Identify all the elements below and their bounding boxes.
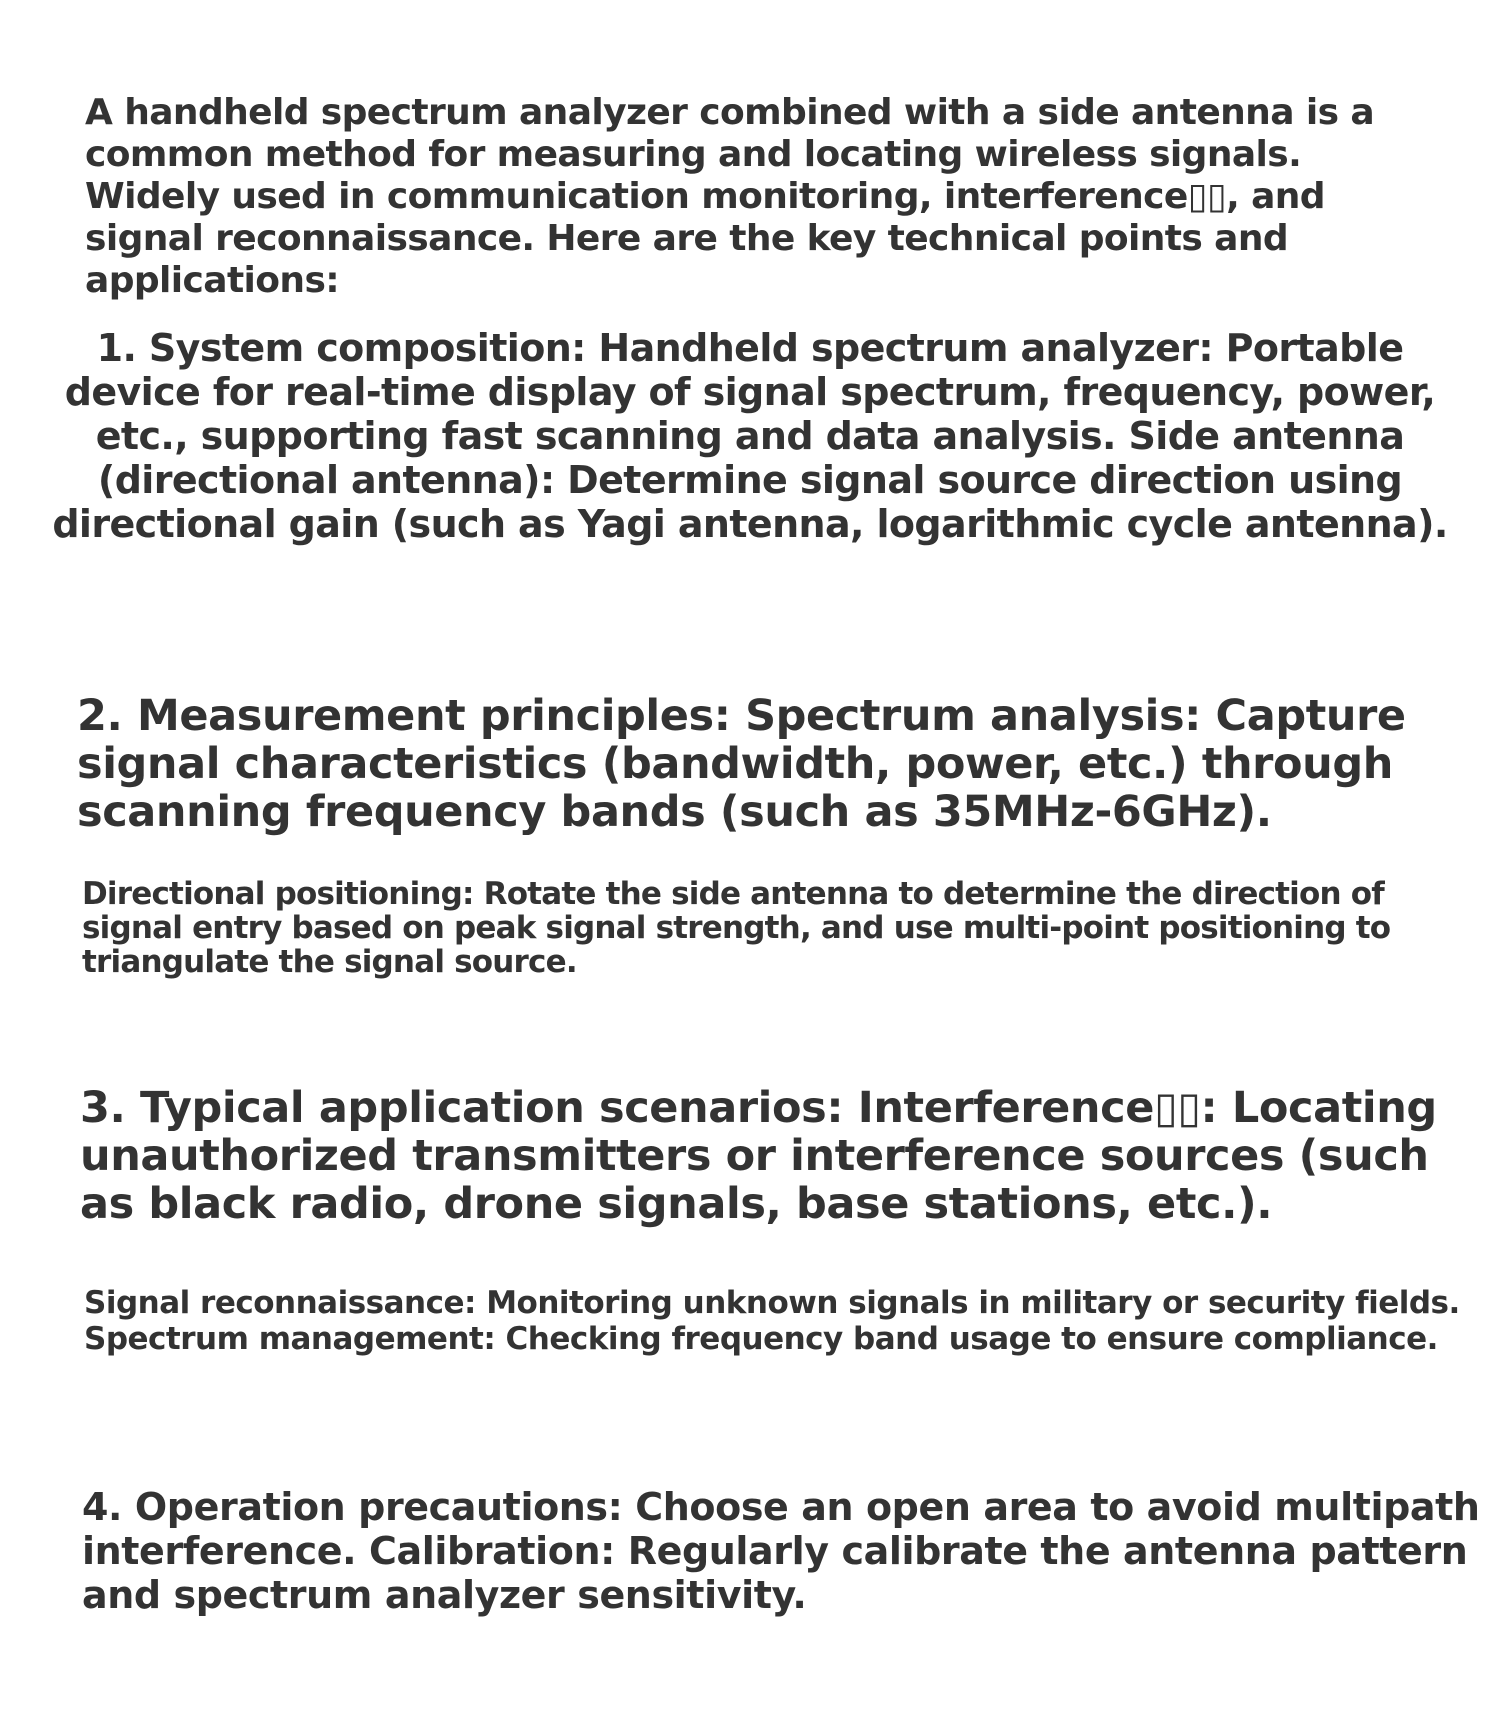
intro-paragraph: A handheld spectrum analyzer combined with a side antenna is a common method for measuring and locating wireless signals. Widely used in communication monitoring, interference▯▯, and signal reconnaissance. Here are the key technical points and applications: [85,92,1375,301]
measurement-principles-heading: 2. Measurement principles: Spectrum analysis: Capture signal characteristics (bandwidth, power, etc.) through scanning frequency bands (such as 35MHz-6GHz). [77,691,1406,837]
signal-reconnaissance-paragraph: Signal reconnaissance: Monitoring unknown signals in military or security fields. Spectrum management: Checking frequency band usage to ensure compliance. [84,1285,1460,1357]
application-scenarios-heading: 3. Typical application scenarios: Interference▯▯: Locating unauthorized transmitters or interference sources (such as black radio, drone signals, base stations, etc.). [80,1083,1437,1229]
operation-precautions-paragraph: 4. Operation precautions: Choose an open area to avoid multipath interference. Calibration: Regularly calibrate the antenna pattern and spectrum analyzer sensitivity. [82,1485,1480,1617]
system-composition-paragraph: 1. System composition: Handheld spectrum analyzer: Portable device for real-time display of signal spectrum, frequency, power, etc., supporting fast scanning and data analysis. Side antenna (directional antenna): Determine signal source direction using directional gain (such as Yagi antenna, logarithmic cycle antenna). [52,326,1448,546]
directional-positioning-paragraph: Directional positioning: Rotate the side antenna to determine the direction of signal entry based on peak signal strength, and use multi-point positioning to triangulate the signal source. [82,876,1391,980]
